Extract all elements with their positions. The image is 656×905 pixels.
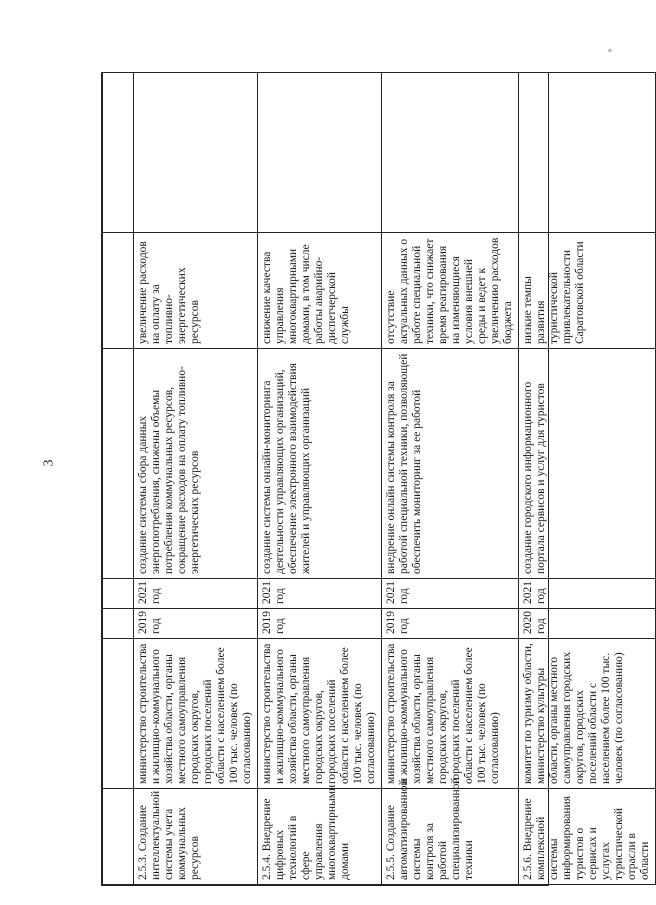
table-cell <box>103 609 134 639</box>
measure-executor: комитет по туризму области, министерство культуры области, органы местного самоуправления городских округов, городских поселений области с населением более 100 тыс. человек (по согласованию) <box>519 639 656 789</box>
table-cell <box>103 639 134 789</box>
table-row <box>134 73 258 885</box>
measure-end: 2021 год <box>134 579 258 609</box>
measure-name: 2.5.3. Создание интеллектуальной системы учета коммунальных ресурсов <box>134 789 258 885</box>
measure-consequence: увеличение расходов на оплату за топливно-энергетических ресурсов <box>134 233 258 349</box>
page-number: 3 <box>41 459 57 467</box>
rotated-table-content <box>102 73 651 885</box>
measure-start: 2020 год <box>519 609 656 639</box>
table-row <box>519 73 656 885</box>
measure-executor: министерство строительства и жилищно-коммунального хозяйства области, органы местного самоуправления городских округов, городских поселений области с населением более 100 тыс. человек (по согласованию) <box>382 639 519 789</box>
measure-executor: министерство строительства и жилищно-коммунального хозяйства области, органы местного самоуправления городских округов, городских поселений области с населением более 100 тыс. человек (по согласованию) <box>134 639 258 789</box>
measure-end: 2021 год <box>382 579 519 609</box>
measure-start: 2019 год <box>258 609 382 639</box>
table-cell <box>103 789 134 885</box>
measure-start: 2019 год <box>134 609 258 639</box>
table-cell-empty <box>134 73 258 233</box>
measure-consequence: отсутствие актуальных данных о работе специальной техники, что снижает время реагирования на изменяющиеся условия внешней среды и ведет к увеличению расходов бюджета <box>382 233 519 349</box>
table-cell <box>103 579 134 609</box>
measure-result: создание системы сбора данных энергопотребления, снижены объемы потребления коммунальных ресурсов, сокращение расходов на оплату топливно-энергетических ресурсов <box>134 349 258 579</box>
table-cell <box>103 73 134 233</box>
table-row <box>258 73 382 885</box>
measure-executor: министерство строительства и жилищно-коммунального хозяйства области, органы местного самоуправления городских округов, городских поселений области с населением более 100 тыс. человек (по согласованию) <box>258 639 382 789</box>
measure-name: 2.5.5. Создание автоматизированной системы контроля за работой специализированной техники <box>382 789 519 885</box>
measure-result: внедрение онлайн системы контроля за работой специальной техники, позволяющей обеспечить мониторинг за ее работой <box>382 349 519 579</box>
measure-result: создание городского информационного портала сервисов и услуг для туристов <box>519 349 656 579</box>
measure-end: 2021 год <box>519 579 656 609</box>
measure-consequence: снижение качества управления многоквартирными домами, в том числе работы аварийно-диспетчерской службы <box>258 233 382 349</box>
table-cell-empty <box>258 73 382 233</box>
measure-start: 2019 год <box>382 609 519 639</box>
corner-mark: ° <box>608 48 612 59</box>
table-cell-empty <box>382 73 519 233</box>
measures-table <box>102 72 656 885</box>
rotated-table-frame <box>101 72 651 886</box>
measure-end: 2021 год <box>258 579 382 609</box>
table-row-blank <box>103 73 134 885</box>
table-cell <box>103 349 134 579</box>
measure-name: 2.5.4. Внедрение цифровых технологий в сфере управления многоквартирными домами <box>258 789 382 885</box>
measure-name: 2.5.6. Внедрение комплексной системы информирования туристов о сервисах и услугах туристической отрасли в области <box>519 789 656 885</box>
measure-consequence: низкие темпы развития туристической привлекательности Саратовской области <box>519 233 656 349</box>
measure-result: создание системы онлайн-мониторинга деятельности управляющих организаций, обеспечение электронного взаимодействия жителей и управляющих организаций <box>258 349 382 579</box>
table-cell <box>103 233 134 349</box>
table-row <box>382 73 519 885</box>
table-cell-empty <box>519 73 656 233</box>
